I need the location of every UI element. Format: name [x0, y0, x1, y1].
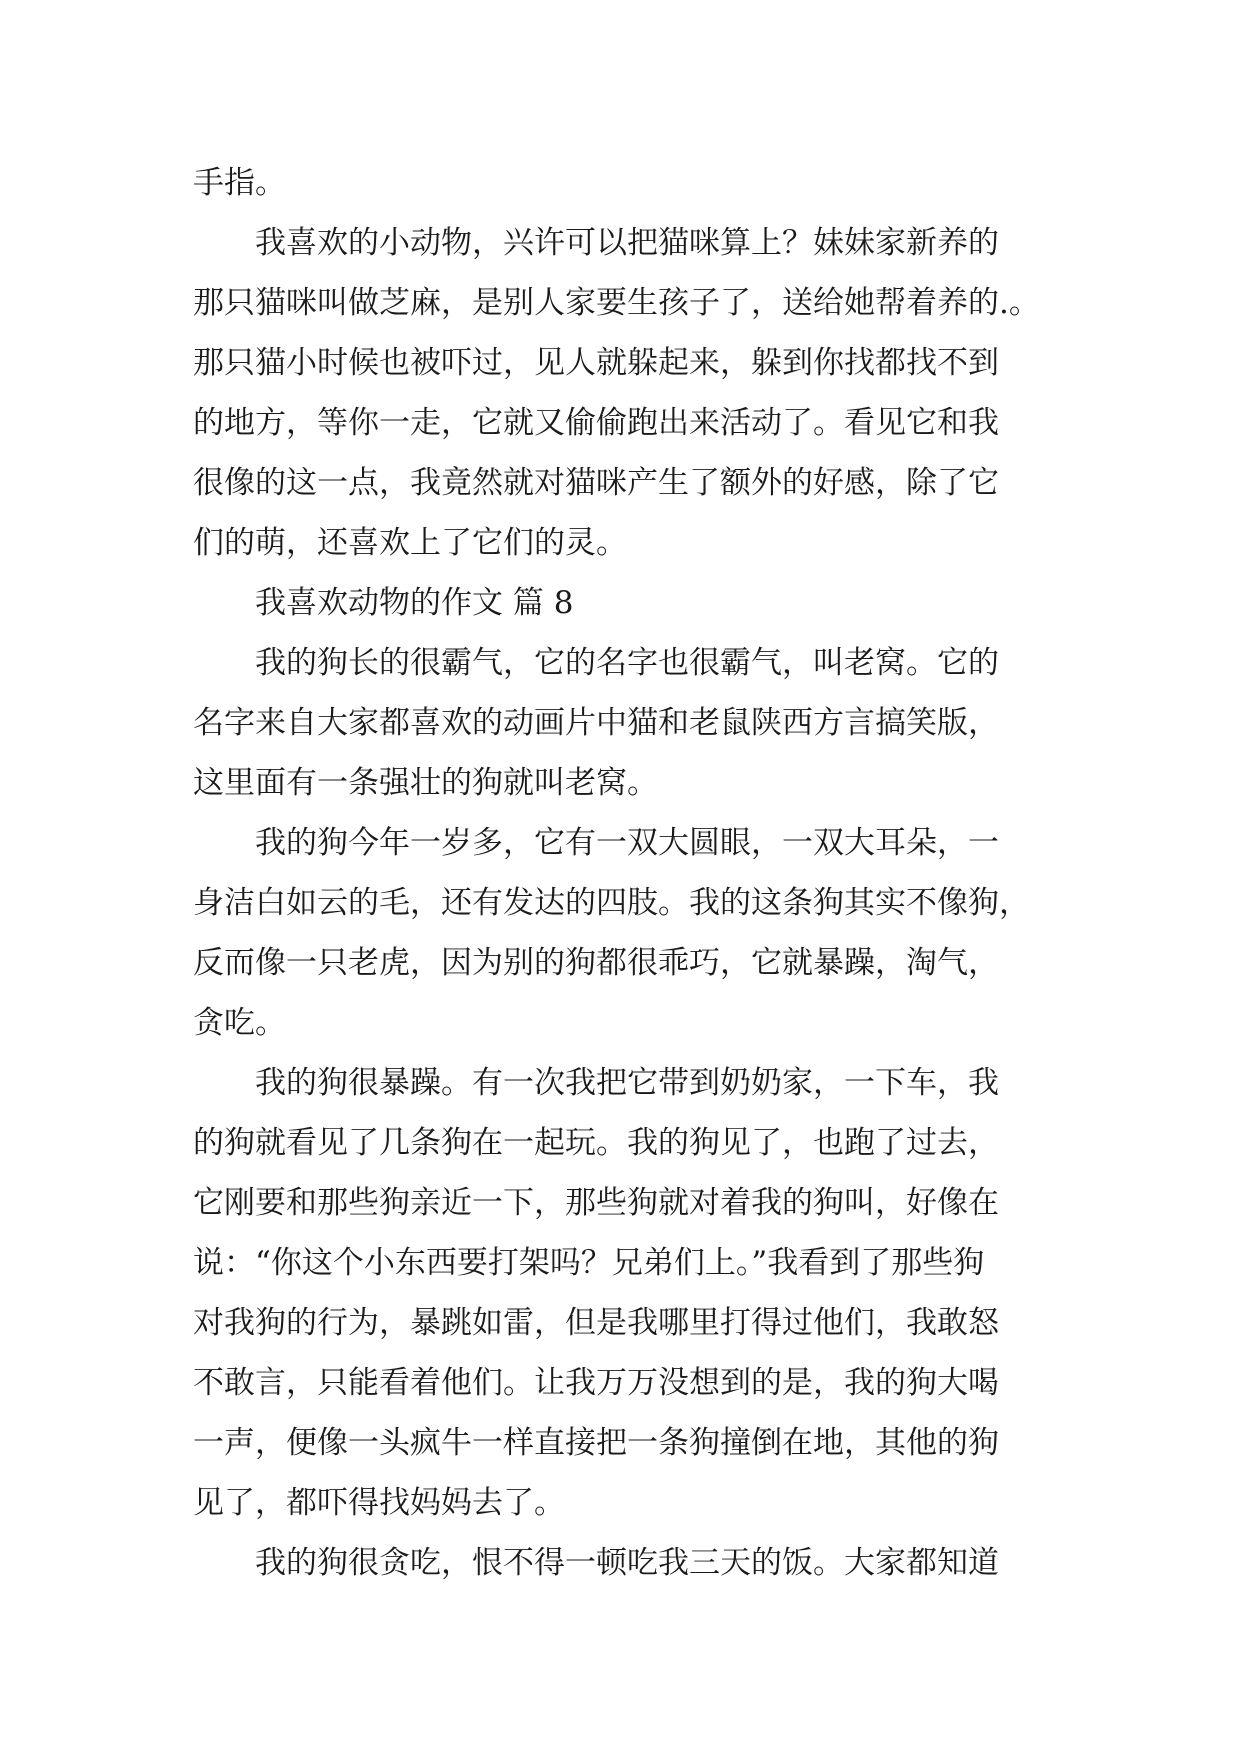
text-line: 见了，都吓得找妈妈去了。: [193, 1485, 565, 1521]
text-line: 身洁白如云的毛，还有发达的四肢。我的这条狗其实不像狗，: [193, 885, 1030, 921]
text-line: 一声，便像一头疯牛一样直接把一条狗撞倒在地，其他的狗: [193, 1425, 999, 1461]
text-line: 们的萌，还喜欢上了它们的灵。: [193, 525, 627, 561]
text-line: 那只猫小时候也被吓过，见人就躲起来，躲到你找都找不到: [193, 345, 999, 381]
text-line: 贪吃。: [193, 1005, 286, 1041]
text-line: 我的狗长的很霸气，它的名字也很霸气，叫老窝。它的: [255, 645, 999, 681]
text-line: 名字来自大家都喜欢的动画片中猫和老鼠陕西方言搞笑版，: [193, 705, 999, 741]
text-line: 我喜欢的小动物，兴许可以把猫咪算上？妹妹家新养的: [255, 225, 999, 261]
section-heading: 我喜欢动物的作文 篇 8: [255, 585, 574, 621]
text-line: 我的狗很贪吃，恨不得一顿吃我三天的饭。大家都知道: [255, 1545, 999, 1581]
text-line: 的狗就看见了几条狗在一起玩。我的狗见了，也跑了过去，: [193, 1125, 999, 1161]
text-line: 这里面有一条强壮的狗就叫老窝。: [193, 765, 658, 801]
text-line: 它刚要和那些狗亲近一下，那些狗就对着我的狗叫，好像在: [193, 1185, 999, 1221]
text-line: 我的狗今年一岁多，它有一双大圆眼，一双大耳朵，一: [255, 825, 999, 861]
text-line: 对我狗的行为，暴跳如雷，但是我哪里打得过他们，我敢怒: [193, 1305, 999, 1341]
text-line: 很像的这一点，我竟然就对猫咪产生了额外的好感，除了它: [193, 465, 999, 501]
text-line: 说：“你这个小东西要打架吗？兄弟们上。”我看到了那些狗: [193, 1245, 985, 1281]
text-line: 的地方，等你一走，它就又偷偷跑出来活动了。看见它和我: [193, 405, 999, 441]
text-line: 手指。: [193, 165, 286, 201]
text-line: 那只猫咪叫做芝麻，是别人家要生孩子了，送给她帮着养的.。: [193, 285, 1040, 321]
text-line: 反而像一只老虎，因为别的狗都很乖巧，它就暴躁，淘气，: [193, 945, 999, 981]
text-line: 我的狗很暴躁。有一次我把它带到奶奶家，一下车，我: [255, 1065, 999, 1101]
text-line: 不敢言，只能看着他们。让我万万没想到的是，我的狗大喝: [193, 1365, 999, 1401]
